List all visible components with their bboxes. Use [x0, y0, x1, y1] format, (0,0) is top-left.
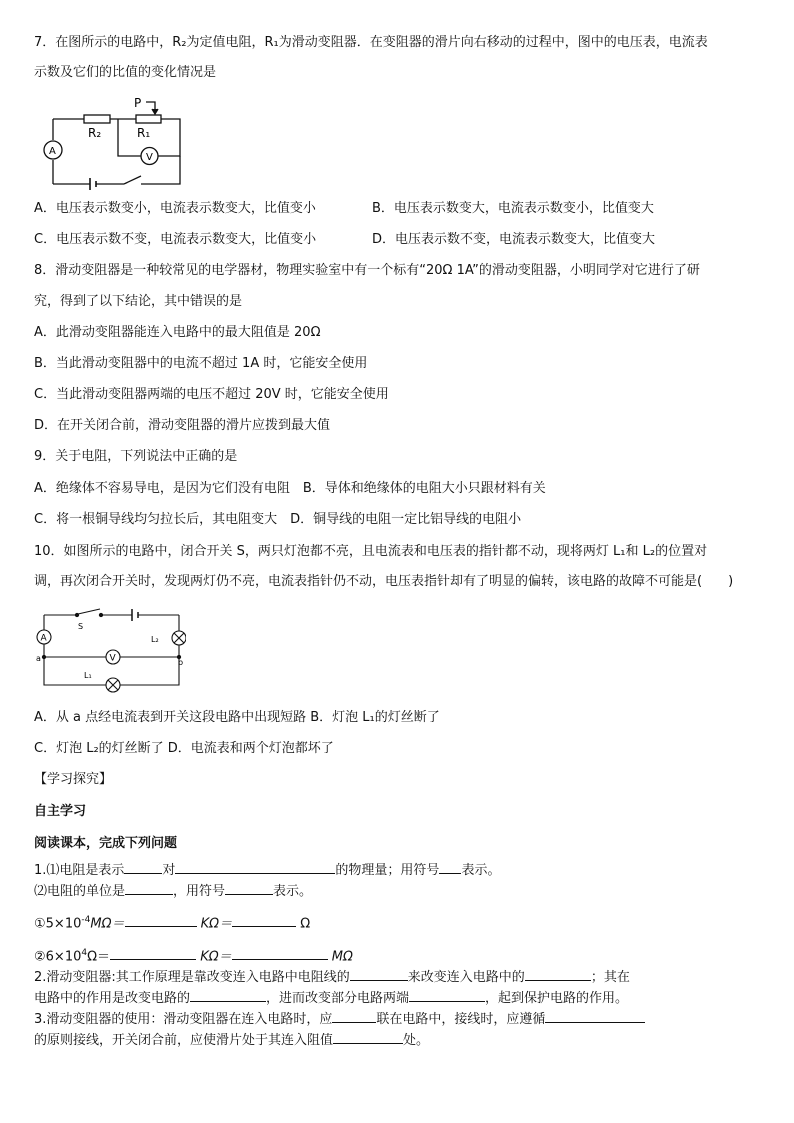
q9-options-cd: C．将一根铜导线均匀拉长后，其电阻变大 D．铜导线的电阻一定比铝导线的电阻小 [34, 512, 522, 527]
blank-6b[interactable] [409, 987, 485, 1002]
q7-option-b: B．电压表示数变大，电流表示数变小，比值变大 [372, 201, 654, 216]
q7-r1-label: R₁ [137, 126, 151, 140]
q7-option-d: D．电压表示数不变，电流表示数变大，比值变大 [372, 232, 656, 247]
q8-stem-line2: 究，得到了以下结论，其中错误的是 [34, 294, 243, 309]
fill-line-5: 2.滑动变阻器:其工作原理是靠改变连入电路中电阻线的 来改变连入电路中的 ；其在 [34, 966, 630, 988]
blank-2b[interactable] [225, 880, 273, 895]
resistor-r1 [136, 115, 161, 123]
fill-line-6: 电路中的作用是改变电路的 ，进而改变部分电路两端 ，起到保护电路的作用。 [34, 987, 628, 1009]
q9-options-ab: A．绝缘体不容易导电，是因为它们没有电阻 B．导体和绝缘体的电阻大小只跟材料有关 [34, 481, 546, 496]
fill-line-2: ⑵电阻的单位是 ，用符号 表示。 [34, 880, 312, 902]
q10-point-b: b [178, 658, 184, 667]
fill-line-4: $②6\times 10^4\Omega= K\Omega= M\Omega$ [34, 943, 353, 967]
q7-stem-line1: 7．在图所示的电路中，R₂为定值电阻，R₁为滑动变阻器．在变阻器的滑片向右移动的过程中，图中的电压表，电流表 [34, 35, 708, 50]
blank-5b[interactable] [525, 966, 591, 981]
q10-ammeter-label: A [40, 633, 47, 644]
blank-1b[interactable] [175, 859, 335, 874]
blank-1c[interactable] [439, 859, 461, 874]
q7-circuit-diagram [38, 94, 188, 190]
q7-option-a: A．电压表示数变小，电流表示数变大，比值变小 [34, 201, 316, 216]
q9-stem: 9．关于电阻，下列说法中正确的是 [34, 449, 238, 464]
blank-8a[interactable] [333, 1029, 403, 1044]
fill-line-7: 3.滑动变阻器的使用：滑动变阻器在连入电路时，应 联在电路中，接线时，应遵循 [34, 1008, 645, 1030]
q10-options-cd: C．灯泡 L₂的灯丝断了 D．电流表和两个灯泡都坏了 [34, 741, 334, 756]
q7-option-c: C．电压表示数不变，电流表示数变大，比值变小 [34, 232, 317, 247]
resistor-r2 [84, 115, 110, 123]
q8-option-a: A．此滑动变阻器能连入电路中的最大阻值是 20Ω [34, 325, 321, 340]
q10-voltmeter-label: V [109, 653, 116, 664]
q8-option-d: D．在开关闭合前，滑动变阻器的滑片应拨到最大值 [34, 418, 331, 433]
q7-ammeter-label: A [49, 146, 56, 157]
section-study-explore: 【学习探究】 [34, 772, 113, 787]
blank-7b[interactable] [545, 1008, 645, 1023]
blank-6a[interactable] [190, 987, 266, 1002]
q7-slider-label: P [134, 96, 142, 110]
blank-7a[interactable] [332, 1008, 376, 1023]
blank-3b[interactable] [232, 912, 296, 927]
section-self-study: 自主学习 [34, 804, 87, 819]
q10-stem-line2: 调，再次闭合开关时，发现两灯仍不亮，电流表指针仍不动，电压表指针却有了明显的偏转，该电路的故障不可能是( ) [34, 574, 734, 589]
fill-line-1: 1.⑴电阻是表示 对 的物理量；用符号 表示。 [34, 859, 500, 881]
q10-switch-label: S [78, 622, 84, 631]
q10-options-ab: A．从 a 点经电流表到开关这段电路中出现短路 B．灯泡 L₁的灯丝断了 [34, 710, 440, 725]
blank-5a[interactable] [350, 966, 408, 981]
q7-r2-label: R₂ [88, 126, 102, 140]
fill-line-3: $①5\times 10^{-4}M\Omega= K\Omega= \Omega$ [34, 910, 310, 934]
q10-circuit-diagram [34, 603, 186, 695]
q8-option-c: C．当此滑动变阻器两端的电压不超过 20V 时，它能安全使用 [34, 387, 389, 402]
q8-option-b: B．当此滑动变阻器中的电流不超过 1A 时，它能安全使用 [34, 356, 368, 371]
q10-stem-line1: 10．如图所示的电路中，闭合开关 S，两只灯泡都不亮，且电流表和电压表的指针都不动，现将两灯 L₁和 L₂的位置对 [34, 544, 708, 559]
q10-point-a: a [36, 654, 41, 663]
section-read-instruction: 阅读课本，完成下列问题 [34, 836, 178, 851]
blank-3a[interactable] [125, 912, 197, 927]
blank-2a[interactable] [125, 880, 173, 895]
q8-stem-line1: 8．滑动变阻器是一种较常见的电学器材，物理实验室中有一个标有“20Ω 1A”的滑动变阻器，小明同学对它进行了研 [34, 263, 700, 278]
blank-1a[interactable] [124, 859, 162, 874]
blank-4a[interactable] [110, 945, 196, 960]
q7-stem-line2: 示数及它们的比值的变化情况是 [34, 65, 217, 80]
blank-4b[interactable] [232, 945, 328, 960]
q10-l1-label: L₁ [84, 671, 92, 680]
fill-line-8: 的原则接线，开关闭合前，应使滑片处于其连入阻值 处。 [34, 1029, 429, 1051]
q10-l2-label: L₂ [151, 635, 159, 644]
q7-voltmeter-label: V [146, 152, 153, 163]
